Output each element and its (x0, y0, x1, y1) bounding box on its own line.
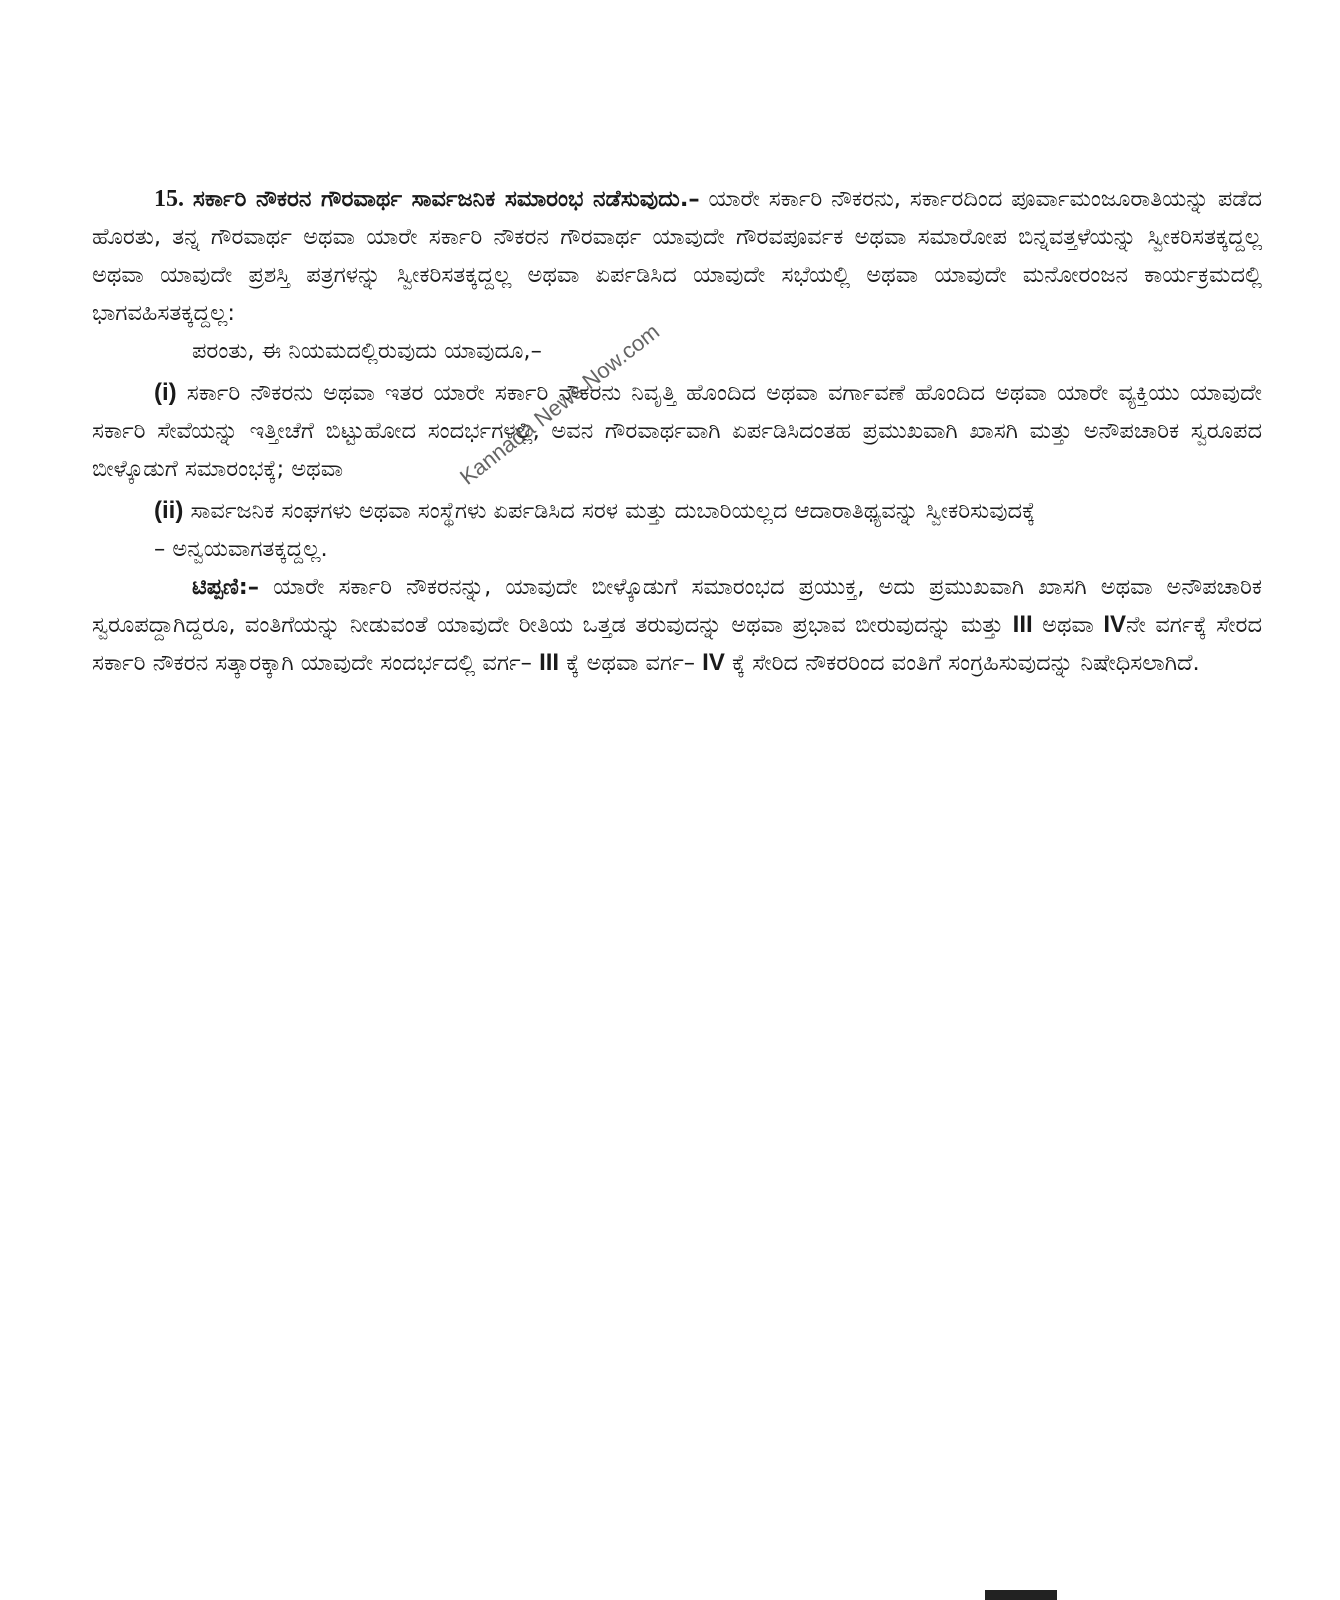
clause-ii-text: ಸಾರ್ವಜನಿಕ ಸಂಘಗಳು ಅಥವಾ ಸಂಸ್ಥೆಗಳು ಏರ್ಪಡಿಸಿದ ಸರಳ ಮತ್ತು ದುಬಾರಿಯಲ್ಲದ ಆದಾರಾತಿಥ್ಯವನ್ನು ಸ್ವೀಕರಿಸುವುದಕ್ಕೆ (183, 498, 1036, 524)
note-text-5: ಕ್ಕೆ ಸೇರಿದ ನೌಕರರಿಂದ ವಂತಿಗೆ ಸಂಗ್ರಹಿಸುವುದನ್ನು ನಿಷೇಧಿಸಲಾಗಿದೆ. (724, 650, 1200, 676)
note-roman-iii: III (1012, 611, 1033, 638)
closing-paragraph (92, 530, 1262, 568)
clause-i-marker: (i) (154, 379, 177, 406)
section-body: ಯಾರೇ ಸರ್ಕಾರಿ ನೌಕರನು, ಸರ್ಕಾರದಿಂದ ಪೂರ್ವಾಮಂಜೂರಾತಿಯನ್ನು ಪಡೆದ ಹೊರತು, ತನ್ನ ಗೌರವಾರ್ಥ ಅಥವಾ ಯಾರೇ ಸರ್ಕಾರಿ ನೌಕರನ ಗೌರವಾರ್ಥ ಯಾವುದೇ ಗೌರವಪೂರ್ವಕ ಅಥವಾ ಸಮಾರೋಪ ಬಿನ್ನವತ್ತಳೆಯನ್ನು ಸ್ವೀಕರಿಸತಕ್ಕದ್ದಲ್ಲ ಅಥವಾ ಯಾವುದೇ ಪ್ರಶಸ್ತಿ ಪತ್ರಗಳನ್ನು ಸ್ವೀಕರಿಸತಕ್ಕದ್ದಲ್ಲ ಅಥವಾ ಏರ್ಪಡಿಸಿದ ಯಾವುದೇ ಸಭೆಯಲ್ಲಿ ಅಥವಾ ಯಾವುದೇ ಮನೋರಂಜನ ಕಾರ್ಯಕ್ರಮದಲ್ಲಿ ಭಾಗವಹಿಸತಕ್ಕದ್ದಲ್ಲ: (92, 186, 1263, 326)
clause-ii-paragraph (92, 492, 1262, 530)
note-text-2: ಅಥವಾ (1032, 612, 1104, 638)
clause-i-text: ಸರ್ಕಾರಿ ನೌಕರನು ಅಥವಾ ಇತರ ಯಾರೇ ಸರ್ಕಾರಿ ನೌಕರನು ನಿವೃತ್ತಿ ಹೊಂದಿದ ಅಥವಾ ವರ್ಗಾವಣೆ ಹೊಂದಿದ ಅಥವಾ ಯಾರೇ ವ್ಯಕ್ತಿಯು ಯಾವುದೇ ಸರ್ಕಾರಿ ಸೇವೆಯನ್ನು ಇತ್ತೀಚೆಗೆ ಬಿಟ್ಟುಹೋದ ಸಂದರ್ಭಗಳಲ್ಲಿ, ಅವನ ಗೌರವಾರ್ಥವಾಗಿ ಏರ್ಪಡಿಸಿದಂತಹ ಪ್ರಮುಖವಾಗಿ ಖಾಸಗಿ ಮತ್ತು ಅನೌಪಚಾರಿಕ ಸ್ವರೂಪದ ಬೀಳ್ಕೊಡುಗೆ ಸಮಾರಂಭಕ್ಕೆ; ಅಥವಾ (92, 380, 1262, 482)
note-text-4: ಕ್ಕೆ ಅಥವಾ ವರ್ಗ– (559, 650, 703, 676)
clause-ii-marker: (ii) (154, 497, 184, 524)
proviso-paragraph (92, 332, 1262, 370)
note-roman-iv-2: IV (702, 649, 725, 676)
document-body (92, 180, 1262, 682)
section-paragraph (92, 180, 1262, 332)
note-text-1: ಯಾರೇ ಸರ್ಕಾರಿ ನೌಕರನನ್ನು, ಯಾವುದೇ ಬೀಳ್ಕೊಡುಗೆ ಸಮಾರಂಭದ ಪ್ರಯುಕ್ತ, ಅದು ಪ್ರಮುಖವಾಗಿ ಖಾಸಗಿ ಅಥವಾ ಅನೌಪಚಾರಿಕ ಸ್ವರೂಪದ್ದಾಗಿದ್ದರೂ, ವಂತಿಗೆಯನ್ನು ನೀಡುವಂತೆ ಯಾವುದೇ ರೀತಿಯ ಒತ್ತಡ ತರುವುದನ್ನು ಅಥವಾ ಪ್ರಭಾವ ಬೀರುವುದನ್ನು ಮತ್ತು (92, 574, 1262, 638)
note-roman-iii-2: III (539, 649, 560, 676)
note-label: ಟಿಪ್ಪಣಿ:– (192, 574, 260, 600)
clause-i-paragraph (92, 374, 1262, 488)
note-paragraph (92, 568, 1262, 682)
proviso-text: ಪರಂತು, ಈ ನಿಯಮದಲ್ಲಿರುವುದು ಯಾವುದೂ,– (192, 338, 542, 364)
closing-text: – ಅನ್ವಯವಾಗತಕ್ಕದ್ದಲ್ಲ. (154, 536, 328, 562)
section-number: 15. (154, 186, 184, 212)
note-roman-iv: IV (1103, 611, 1127, 638)
watermark-text: Kannada News Now.com (455, 318, 665, 490)
note-text-3: ನೇ ವರ್ಗಕ್ಕೆ ಸೇರದ ಸರ್ಕಾರಿ ನೌಕರನ ಸತ್ಕಾರಕ್ಕಾಗಿ ಯಾವುದೇ ಸಂದರ್ಭದಲ್ಲಿ ವರ್ಗ– (92, 612, 1262, 676)
section-heading: ಸರ್ಕಾರಿ ನೌಕರನ ಗೌರವಾರ್ಥ ಸಾರ್ವಜನಿಕ ಸಮಾರಂಭ ನಡೆಸುವುದು.– (192, 186, 700, 212)
page-footer-mark (985, 1590, 1057, 1600)
